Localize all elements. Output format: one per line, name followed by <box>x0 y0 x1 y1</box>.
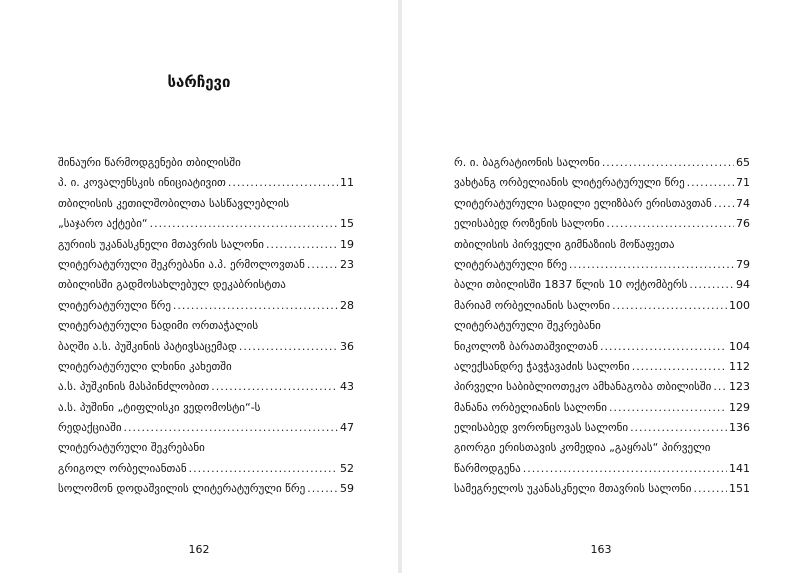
toc-dot-leader <box>687 173 734 193</box>
toc-dot-leader <box>632 357 727 377</box>
toc-entry-title: მარიამ ორბელიანის სალონი <box>454 298 611 312</box>
toc-entry <box>58 214 354 234</box>
toc-entry-page-number: 141 <box>729 461 750 475</box>
toc-entry <box>454 377 750 397</box>
page-number-left: 162 <box>188 543 210 556</box>
toc-entry-title: ლიტერატურული წრე <box>454 257 567 271</box>
toc-entry <box>454 337 750 357</box>
toc-dot-leader <box>630 418 727 438</box>
toc-entry <box>454 214 750 234</box>
left-page <box>0 0 398 573</box>
toc-entry-page-number: 151 <box>729 482 750 496</box>
toc-entry-title: ბალი თბილისში 1837 წლის 10 ოქტომბერს <box>454 278 688 292</box>
toc-entry <box>454 418 750 438</box>
toc-entry <box>58 153 354 173</box>
toc-dot-leader <box>228 173 338 193</box>
toc-entry-page-number: 15 <box>340 217 354 231</box>
toc-entry <box>58 438 354 458</box>
toc-entry-page-number: 11 <box>340 176 354 190</box>
toc-dot-leader <box>124 418 338 438</box>
toc-entry-title: სოლომონ დოდაშვილის ლიტერატურული წრე <box>58 482 306 496</box>
toc-entry <box>58 398 354 418</box>
toc-entry-title: გიორგი ერისთავის კომედია „გაყრას“ პირველი <box>454 441 711 455</box>
toc-entry <box>454 438 750 458</box>
toc-entry-title: ლიტერატურული ლხინი კახეთში <box>58 359 232 373</box>
toc-dot-leader <box>689 275 734 295</box>
toc-entry <box>454 459 750 479</box>
toc-dot-leader <box>606 214 734 234</box>
toc-dot-leader <box>150 214 338 234</box>
toc-entry-page-number: 23 <box>340 257 354 271</box>
toc-entry <box>58 459 354 479</box>
toc-entry-page-number: 79 <box>736 257 750 271</box>
toc-entry-page-number: 94 <box>736 278 750 292</box>
toc-entry-page-number: 104 <box>729 339 750 353</box>
toc-entry-page-number: 36 <box>340 339 354 353</box>
toc-entry-page-number: 65 <box>736 156 750 169</box>
toc-entry <box>454 235 750 255</box>
toc-entry <box>58 275 354 295</box>
toc-entry-title: ნიკოლოზ ბარათაშვილთან <box>454 339 598 353</box>
toc-dot-leader <box>693 479 727 499</box>
toc-entry-title: ლიტერატურული შეკრებანი <box>58 441 205 455</box>
toc-entry-page-number: 47 <box>340 421 354 435</box>
toc-entry <box>454 479 750 499</box>
toc-entry-page-number: 28 <box>340 298 354 312</box>
toc-entry-page-number: 100 <box>729 298 750 312</box>
toc-entry <box>58 337 354 357</box>
page-number-right: 163 <box>590 543 612 556</box>
toc-entry-title: ელისაბედ ვორონცოვას სალონი <box>454 421 629 435</box>
toc-entry <box>454 398 750 418</box>
page-title: სარჩევი <box>167 73 231 91</box>
toc-entry <box>454 255 750 275</box>
toc-dot-leader <box>173 296 338 316</box>
toc-entry-title: ელისაბედ როზენის სალონი <box>454 217 605 231</box>
toc-entry-title: ალექსანდრე ჭავჭავაძის სალონი <box>454 359 630 373</box>
toc-entry-title: სამეგრელოს უკანასკნელი მთავრის სალონი <box>454 482 692 496</box>
toc-entry-page-number: 123 <box>729 380 750 394</box>
toc-entry-title: ლიტერატურული შეკრებანი <box>454 319 601 333</box>
toc-entry <box>454 275 750 295</box>
toc-entry-page-number: 74 <box>736 196 750 210</box>
toc-entry-title: ა.ს. პუშინი „ტიფლისკი ვედომოსტი“-ს <box>58 400 261 414</box>
toc-entry-title: თბილისის კეთილშობილთა სასწავლებლის <box>58 196 290 210</box>
toc-entry-page-number: 129 <box>729 400 750 414</box>
toc-entry-page-number: 43 <box>340 380 354 394</box>
toc-entry-title: „საჯარო აქტები“ <box>58 217 148 231</box>
toc-entry-title: ლიტერატურული შეკრებანი ა.პ. ერმოლოვთან <box>58 257 305 271</box>
toc-dot-leader <box>600 337 727 357</box>
toc-entry <box>58 377 354 397</box>
toc-entry <box>58 235 354 255</box>
table-of-contents-left <box>58 153 354 500</box>
toc-entry-title: ვახტანგ ორბელიანის ლიტერატურული წრე <box>454 176 685 190</box>
toc-entry-title: წარმოდგენა <box>454 461 521 475</box>
toc-dot-leader <box>266 235 338 255</box>
toc-entry-title: გურიის უკანასკნელი მთავრის სალონი <box>58 237 264 251</box>
toc-entry-title: თბილისის პირველი გიმნაზიის მოწაფეთა <box>454 237 675 251</box>
toc-entry <box>454 316 750 336</box>
toc-entry <box>454 296 750 316</box>
toc-entry-page-number: 59 <box>340 482 354 496</box>
toc-entry-title: ა.ს. პუშკინის მასპინძლობით <box>58 380 210 394</box>
right-page <box>402 0 800 573</box>
toc-entry-page-number: 52 <box>340 461 354 475</box>
toc-dot-leader <box>189 459 338 479</box>
toc-entry-title: პირველი საბიბლიოთეკო ამხანაგობა თბილისში <box>454 380 712 394</box>
toc-dot-leader <box>239 337 338 357</box>
toc-entry <box>58 418 354 438</box>
toc-entry-title: რ. ი. ბაგრატიონის სალონი <box>454 156 600 169</box>
toc-entry-page-number: 112 <box>729 359 750 373</box>
toc-entry-title: ლიტერატურული წრე <box>58 298 171 312</box>
toc-entry-page-number: 76 <box>736 217 750 231</box>
toc-entry <box>454 357 750 377</box>
toc-dot-leader <box>713 377 727 397</box>
toc-entry <box>454 194 750 214</box>
toc-entry <box>58 316 354 336</box>
toc-entry <box>58 255 354 275</box>
toc-entry <box>58 173 354 193</box>
toc-dot-leader <box>609 398 727 418</box>
toc-entry <box>58 479 354 499</box>
toc-dot-leader <box>602 153 734 173</box>
toc-dot-leader <box>211 377 338 397</box>
toc-entry <box>454 153 750 173</box>
toc-entry-page-number: 136 <box>729 421 750 435</box>
toc-entry-title: მანანა ორბელიანის სალონი <box>454 400 607 414</box>
toc-entry <box>58 296 354 316</box>
toc-entry-title: პ. ი. კოვალენსკის ინიციატივით <box>58 176 226 190</box>
toc-dot-leader <box>714 194 734 214</box>
toc-entry <box>58 357 354 377</box>
toc-dot-leader <box>307 479 338 499</box>
toc-entry-page-number: 19 <box>340 237 354 251</box>
toc-entry-title: გრიგოლ ორბელიანთან <box>58 461 187 475</box>
toc-entry-page-number: 71 <box>736 176 750 190</box>
toc-entry-title: შინაური წარმოდგენები თბილისში <box>58 156 241 169</box>
toc-dot-leader <box>612 296 727 316</box>
toc-entry-title: ლიტერატურული სადილი ელიზბარ ერისთავთან <box>454 196 712 210</box>
table-of-contents-right <box>454 153 750 500</box>
toc-entry <box>58 194 354 214</box>
toc-entry-title: ლიტერატურული ნადიმი ორთაჭალის <box>58 319 259 333</box>
toc-dot-leader <box>307 255 338 275</box>
toc-entry-title: რედაქციაში <box>58 421 122 435</box>
toc-dot-leader <box>523 459 727 479</box>
toc-entry-title: ბაღში ა.ს. პუშკინის პატივსაცემად <box>58 339 237 353</box>
toc-dot-leader <box>569 255 734 275</box>
toc-entry <box>454 173 750 193</box>
toc-entry-title: თბილისში გადმოსახლებულ დეკაბრისტთა <box>58 278 286 292</box>
